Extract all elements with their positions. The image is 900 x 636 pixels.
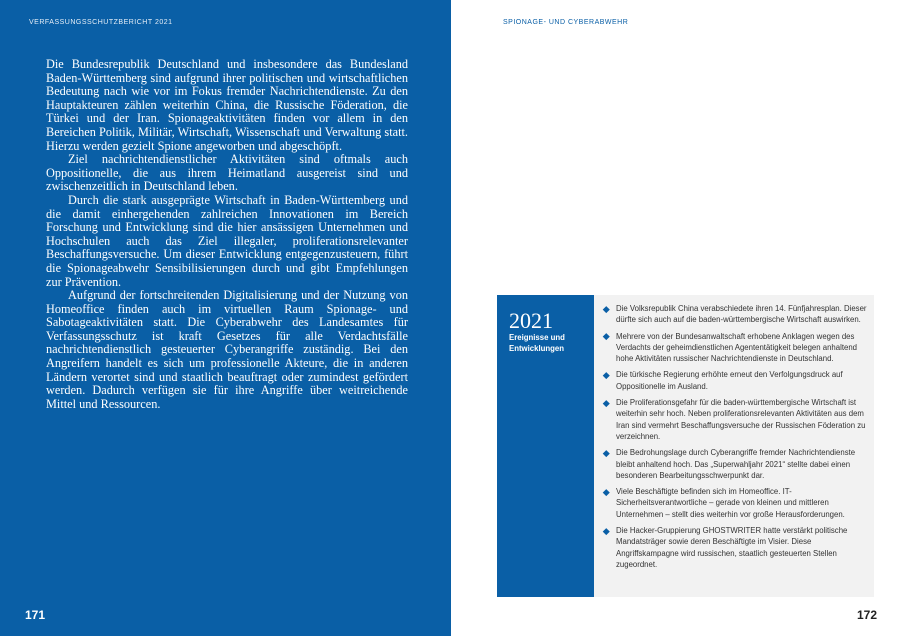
list-item xyxy=(602,397,867,442)
paragraph: Ziel nachrichtendienstlicher Aktivitäten sind oftmals auch Oppositionelle, die aus ihrem Heimatland ausgereist sind und zwischenzeitlich in Deutschland leben. xyxy=(46,152,408,194)
right-page xyxy=(451,0,900,636)
diamond-bullet-icon xyxy=(603,400,609,406)
list-item xyxy=(602,331,867,365)
info-box-year: 2021 xyxy=(509,308,553,333)
paragraph: Durch die stark ausgeprägte Wirtschaft in Baden-Württemberg und die damit einhergehenden zahlreichen Innovationen im Bereich Forschung und Entwicklung sind die hier ansässigen Unternehmen und Hochschulen auch das Ziel illegaler, proliferationsrelevanter Beschaffungsversuche. Um dieser Entwicklung entgegenzusteuern, führt die Spionageabwehr Sensibilisierungen durch und gibt Empfehlungen zur Prävention. xyxy=(46,192,408,289)
diamond-bullet-icon xyxy=(603,528,609,534)
diamond-bullet-icon xyxy=(603,372,609,378)
diamond-bullet-icon xyxy=(603,333,609,339)
paragraph: Aufgrund der fortschreitenden Digitalisierung und der Nutzung von Homeoffice finden auch im virtuellen Raum Spionage- und Sabotageaktivitäten statt. Die Cyberabwehr des Landesamtes für Verfassungsschutz ist kraft Gesetzes für alle Verdachtsfälle nachrichtendienstlich gesteuerter Cyberangriffe zuständig. Bei den Angreifern handelt es sich um professionelle Akteure, die in anderen Ländern verortet sind und staatlich beauftragt oder zumindest gefördert werden. Dadurch verfügen sie für ihre Angriffe über weitreichende Mittel und Ressourcen. xyxy=(46,288,408,411)
list-item xyxy=(602,447,867,481)
events-list xyxy=(602,303,867,575)
list-item-text: Die Proliferationsgefahr für die baden-württembergische Wirtschaft ist weiterhin sehr hoch. Neben proliferationsrelevanten Aktivitäten aus dem Iran sind vermehrt Beschaffungsversuche der Russischen Föderation zu verzeichnen. xyxy=(616,398,866,441)
list-item xyxy=(602,303,867,326)
list-item-text: Die Volksrepublik China verabschiedete ihren 14. Fünfjahresplan. Dieser dürfte sich auch auf die baden-württembergische Wirtschaft auswirken. xyxy=(616,304,867,325)
events-info-box xyxy=(497,295,874,597)
running-head-right: SPIONAGE- UND CYBERABWEHR xyxy=(503,19,629,26)
body-text xyxy=(46,58,408,411)
list-item xyxy=(602,486,867,520)
list-item xyxy=(602,525,867,570)
diamond-bullet-icon xyxy=(603,306,609,312)
page-number-right: 172 xyxy=(857,608,878,622)
paragraph: Die Bundesrepublik Deutschland und insbesondere das Bundesland Baden-Württemberg sind aufgrund ihrer politischen und wirtschaftlichen Bedeutung nach wie vor im Fokus fremder Nachrichtendienste. Zu den Hauptakteuren zählen weiterhin China, die Russische Föderation, die Türkei und der Iran. Spionageaktivitäten finden vor allem in den Bereichen Politik, Militär, Wirtschaft, Wissenschaft und Verwaltung statt. Hierzu werden gezielt Spione angeworben und abgeschöpft. xyxy=(46,57,408,153)
list-item-text: Die türkische Regierung erhöhte erneut den Verfolgungsdruck auf Oppositionelle im Ausland. xyxy=(616,370,843,391)
info-box-sidebar xyxy=(497,295,594,597)
list-item-text: Viele Beschäftigte befinden sich im Homeoffice. IT-Sicherheitsverantwortliche – gerade von kleinen und mittleren Unternehmen – stellt dies weiterhin vor große Herausforderungen. xyxy=(616,487,845,519)
diamond-bullet-icon xyxy=(603,489,609,495)
list-item-text: Die Bedrohungslage durch Cyberangriffe fremder Nachrichtendienste bleibt anhaltend hoch. Das „Superwahljahr 2021“ stellte dabei einen besonderen Bearbeitungsschwerpunkt dar. xyxy=(616,448,856,480)
list-item xyxy=(602,369,867,392)
list-item-text: Die Hacker-Gruppierung GHOSTWRITER hatte verstärkt politische Mandatsträger sowie deren Beschäftigte im Visier. Diese Angriffskampagne wird russischen, staatlich gesteuerten Stellen zugeordnet. xyxy=(616,526,848,569)
running-head-left: VERFASSUNGSSCHUTZBERICHT 2021 xyxy=(29,19,173,26)
info-box-title: Ereignisse und Entwicklungen xyxy=(509,333,565,353)
page-number-left: 171 xyxy=(25,608,46,622)
list-item-text: Mehrere von der Bundesanwaltschaft erhobene Anklagen wegen des Verdachts der geheimdienstlichen Agententätigkeit belegen anhaltend hohe Aktivitäten russischer Nachrichtendienste in Deutschland. xyxy=(616,331,858,364)
diamond-bullet-icon xyxy=(603,450,609,456)
